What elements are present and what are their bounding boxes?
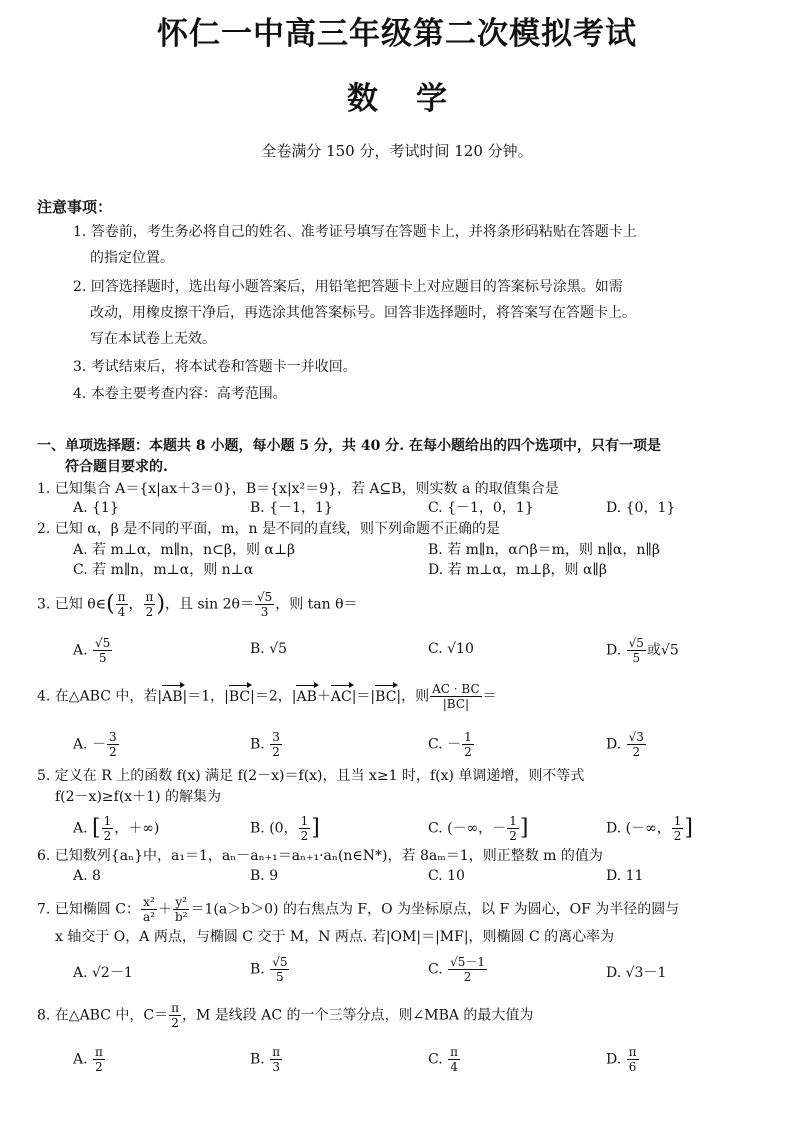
notice-line: 写在本试卷上无效。 [90, 331, 216, 347]
notice-item-4: 4. 本卷主要考查内容：高考范围。 [73, 386, 287, 402]
q7-option-b[interactable] [250, 955, 290, 984]
option-label: D. [606, 1051, 622, 1068]
option-label: D. [606, 736, 622, 753]
notice-line: 2. 回答选择题时，选出每小题答案后，用铅笔把答题卡上对应题目的答案标号涂黑。如需 [73, 279, 623, 295]
denominator: 5 [632, 651, 641, 665]
plus-sign: ＋ [157, 901, 172, 918]
denominator: 2 [632, 745, 641, 759]
numerator: 1 [673, 814, 682, 828]
option-frac [93, 1045, 105, 1074]
question-6-stem: 6. 已知数列{aₙ}中，a₁＝1，aₙ－aₙ₊₁＝aₙ₊₁·aₙ(n∈N*)，若 8aₘ＝1，则正整数 m 的值为 [37, 848, 603, 864]
denominator: 4 [450, 1060, 458, 1074]
notice-item-1 [73, 219, 763, 271]
denominator: 2 [95, 1060, 103, 1074]
option-label: A. － [73, 736, 107, 753]
q4-stem-part: |＝| [351, 688, 376, 705]
notice-line: 1. 答卷前，考生务必将自己的姓名、准考证号填写在答题卡上，并将条形码粘贴在答题卡上 [73, 224, 637, 240]
numerator: √3 [628, 730, 644, 744]
q7-option-a[interactable]: A. √2－1 [73, 965, 133, 981]
option-frac [299, 814, 311, 843]
notice-title: 注意事项： [37, 198, 113, 216]
section-line: 一、单项选择题：本题共 8 小题，每小题 5 分，共 40 分. 在每小题给出的四个选项中，只有一项是 [37, 438, 661, 454]
q3-option-b[interactable]: B. √5 [250, 641, 288, 657]
option-label: A. [73, 642, 88, 659]
numerator: 1 [509, 814, 517, 828]
q7-stem-part: 7. 已知椭圆 C： [37, 901, 140, 918]
denominator: 2 [509, 829, 517, 843]
numerator: √5 [256, 590, 273, 604]
paren-close: ) [156, 591, 166, 617]
question-5-stem-line2: f(2－x)≥f(x＋1) 的解集为 [55, 789, 221, 805]
q8-frac [169, 1001, 181, 1030]
q7-option-d[interactable]: D. √3－1 [606, 965, 667, 981]
q3-option-a[interactable] [73, 636, 113, 665]
q3-stem-part: ，且 sin 2θ＝ [165, 596, 254, 613]
q1-option-c[interactable]: C. {－1，0，1} [428, 500, 534, 516]
denominator: 3 [260, 605, 269, 619]
q4-option-c[interactable] [428, 730, 475, 759]
option-label: C. － [428, 736, 462, 753]
option-frac [448, 1045, 460, 1074]
option-frac [102, 814, 114, 843]
q4-stem-part: |，则 [396, 688, 430, 705]
q7-stem-part: ＝1(a＞b＞0) 的右焦点为 F，O 为坐标原点，以 F 为圆心，OF 为半径的圆与 [190, 901, 680, 918]
q2-option-b[interactable]: B. 若 m∥n，α∩β＝m，则 n∥α，n∥β [428, 542, 660, 558]
question-7-stem-line1 [37, 895, 762, 924]
interval-head: (－∞， [625, 820, 671, 837]
denominator: 2 [103, 829, 112, 843]
q1-option-a[interactable]: A. {1} [73, 500, 119, 516]
q8-option-b[interactable] [250, 1045, 283, 1074]
numerator: π [145, 590, 154, 604]
q4-stem-part: |＝2，| [250, 688, 297, 705]
option-label: D. [606, 820, 622, 837]
q6-option-c[interactable]: C. 10 [428, 868, 465, 884]
denominator: |BC| [442, 697, 470, 711]
denominator: 2 [463, 970, 472, 984]
option-label: B. [250, 736, 265, 753]
q4-stem-part: 4. 在△ABC 中，若| [37, 688, 163, 705]
denominator: 3 [272, 1060, 280, 1074]
numerator: 1 [464, 730, 472, 744]
denominator: b² [174, 910, 188, 924]
bracket: ] [684, 815, 693, 841]
denominator: 2 [464, 745, 472, 759]
option-label: B. [250, 1051, 265, 1068]
interval-tail: ，＋∞) [114, 820, 160, 837]
q2-option-c[interactable]: C. 若 m∥n，m⊥α，则 n⊥α [73, 562, 254, 578]
q3-option-c[interactable]: C. √10 [428, 641, 474, 657]
q8-stem-part: ，M 是线段 AC 的一个三等分点，则∠MBA 的最大值为 [182, 1007, 534, 1024]
numerator: √5 [272, 955, 288, 969]
q5-option-b[interactable] [250, 814, 320, 843]
equals-sign: ＝ [482, 688, 497, 705]
numerator: √5 [628, 636, 644, 650]
q4-option-d[interactable] [606, 730, 647, 759]
option-frac [448, 955, 487, 984]
question-4-stem [37, 682, 762, 711]
denominator: 2 [109, 745, 117, 759]
numerator: π [272, 1045, 281, 1059]
q8-option-d[interactable] [606, 1045, 640, 1074]
q3-stem-part: 3. 已知 θ∈ [37, 596, 107, 613]
denominator: 2 [673, 829, 682, 843]
q2-option-d[interactable]: D. 若 m⊥α，m⊥β，则 α∥β [428, 562, 607, 578]
numerator: x² [141, 895, 157, 910]
option-frac [672, 814, 684, 843]
numerator: π [450, 1045, 459, 1059]
q5-option-c[interactable] [428, 814, 528, 843]
option-frac [270, 730, 282, 759]
q8-option-a[interactable] [73, 1045, 106, 1074]
vector-ab: AB [296, 686, 316, 708]
q7-frac-x [141, 895, 157, 924]
vector-bc: BC [375, 686, 396, 708]
option-frac [270, 955, 289, 984]
numerator: y² [173, 895, 190, 910]
q3-option-d[interactable] [606, 636, 679, 665]
option-label: C. [428, 961, 443, 978]
q3-frac-s53 [255, 590, 274, 619]
denominator: 2 [145, 605, 154, 619]
question-2-stem: 2. 已知 α，β 是不同的平面，m，n 是不同的直线，则下列命题不正确的是 [37, 521, 500, 537]
numerator: 1 [103, 814, 112, 828]
denominator: 6 [628, 1060, 637, 1074]
q3-stem-part: ，则 tan θ＝ [275, 596, 358, 613]
numerator: π [628, 1045, 637, 1059]
q8-stem-part: 8. 在△ABC 中，C＝ [37, 1007, 169, 1024]
option-label: B. [250, 961, 265, 978]
question-3-stem: 3. 已知 θ∈( $\frac{\pi}{4}$ ， $\frac{\pi}{2}$ )，且 sin 2θ＝ $\frac{√5}{3}$ ，则 tan θ＝ [37, 590, 358, 619]
question-5-stem-line1: 5. 定义在 R 上的函数 f(x) 满足 f(2－x)＝f(x)，且当 x≥1 时，f(x) 单调递增，则不等式 [37, 768, 585, 784]
exam-meta: 全卷满分 150 分，考试时间 120 分钟。 [261, 142, 533, 160]
numerator: π [117, 590, 126, 604]
numerator: π [171, 1001, 179, 1015]
denominator: 2 [171, 1016, 179, 1030]
option-frac [627, 636, 646, 665]
notice-line: 改动，用橡皮擦干净后，再选涂其他答案标号。回答非选择题时，将答案写在答题卡上。 [90, 305, 636, 321]
q6-option-a[interactable]: A. 8 [73, 868, 101, 884]
q3-frac-pi4 [116, 590, 128, 619]
bracket: ] [311, 815, 320, 841]
numerator: π [95, 1045, 103, 1059]
numerator: 1 [300, 814, 309, 828]
vector-ac: AC [331, 686, 352, 708]
vector-ab: AB [162, 686, 182, 708]
q1-option-b[interactable]: B. {－1，1} [250, 500, 333, 516]
option-label: D. [606, 642, 622, 659]
q6-option-d[interactable]: D. 11 [606, 868, 644, 884]
question-8-stem [37, 1001, 762, 1030]
question-1-stem: 1. 已知集合 A＝{x|ax＋3＝0}，B＝{x|x²＝9}，若 A⊆B，则实数 a 的取值集合是 [37, 481, 559, 497]
option-label: A. [73, 1051, 88, 1068]
subject-title: 数学 [347, 81, 485, 117]
plus-sign: ＋ [316, 688, 331, 705]
numerator: AC · BC [432, 682, 480, 696]
option-frac [93, 636, 112, 665]
q4-stem-part: |＝1，| [182, 688, 229, 705]
denominator: 2 [300, 829, 309, 843]
denominator: 4 [117, 605, 126, 619]
q4-option-a[interactable] [73, 730, 120, 759]
option-frac [507, 814, 519, 843]
interval-head: (0， [269, 820, 298, 837]
option-frac [107, 730, 119, 759]
bracket: [ [92, 815, 101, 841]
denominator: a² [142, 910, 155, 924]
section-heading [37, 436, 762, 478]
q4-main-frac [430, 682, 482, 711]
vector-bc: BC [229, 686, 250, 708]
q6-option-b[interactable]: B. 9 [250, 868, 279, 884]
section-line: 符合题目要求的. [65, 459, 168, 475]
denominator: 2 [272, 745, 280, 759]
notice-item-3: 3. 考试结束后，将本试卷和答题卡一并收回。 [73, 359, 357, 375]
q5-option-d[interactable] [606, 814, 693, 843]
option-label: B. [250, 820, 265, 837]
option-frac [462, 730, 474, 759]
bracket: ] [519, 815, 529, 841]
q1-option-d[interactable]: D. {0，1} [606, 500, 676, 516]
option-label: A. [73, 820, 88, 837]
numerator: √5 [95, 636, 111, 650]
option-label: C. [428, 1051, 443, 1068]
paren-open: ( [106, 591, 115, 617]
q8-option-c[interactable] [428, 1045, 461, 1074]
option-tail: 或√5 [646, 642, 679, 659]
q5-option-a[interactable] [73, 814, 159, 843]
option-label: C. [428, 820, 443, 837]
q7-option-c[interactable] [428, 955, 488, 984]
denominator: 5 [98, 651, 107, 665]
q3-frac-pi2 [144, 590, 156, 619]
option-frac [627, 1045, 639, 1074]
question-7-stem-line2: x 轴交于 O，A 两点，与椭圆 C 交于 M，N 两点. 若|OM|＝|MF|，则椭圆 C 的离心率为 [55, 929, 615, 945]
q2-option-a[interactable]: A. 若 m⊥α，m∥n，n⊂β，则 α⊥β [73, 542, 296, 558]
exam-title: 怀仁一中高三年级第二次模拟考试 [157, 16, 637, 52]
numerator: 3 [109, 730, 117, 744]
interval-head: (－∞，－ [447, 820, 507, 837]
notice-line: 的指定位置。 [90, 250, 174, 266]
denominator: 5 [276, 970, 284, 984]
option-frac [627, 730, 646, 759]
numerator: √5－1 [450, 955, 486, 969]
numerator: 3 [272, 730, 280, 744]
q7-frac-y [173, 895, 190, 924]
q4-option-b[interactable] [250, 730, 283, 759]
option-frac [270, 1045, 282, 1074]
notice-item-2 [73, 274, 763, 352]
